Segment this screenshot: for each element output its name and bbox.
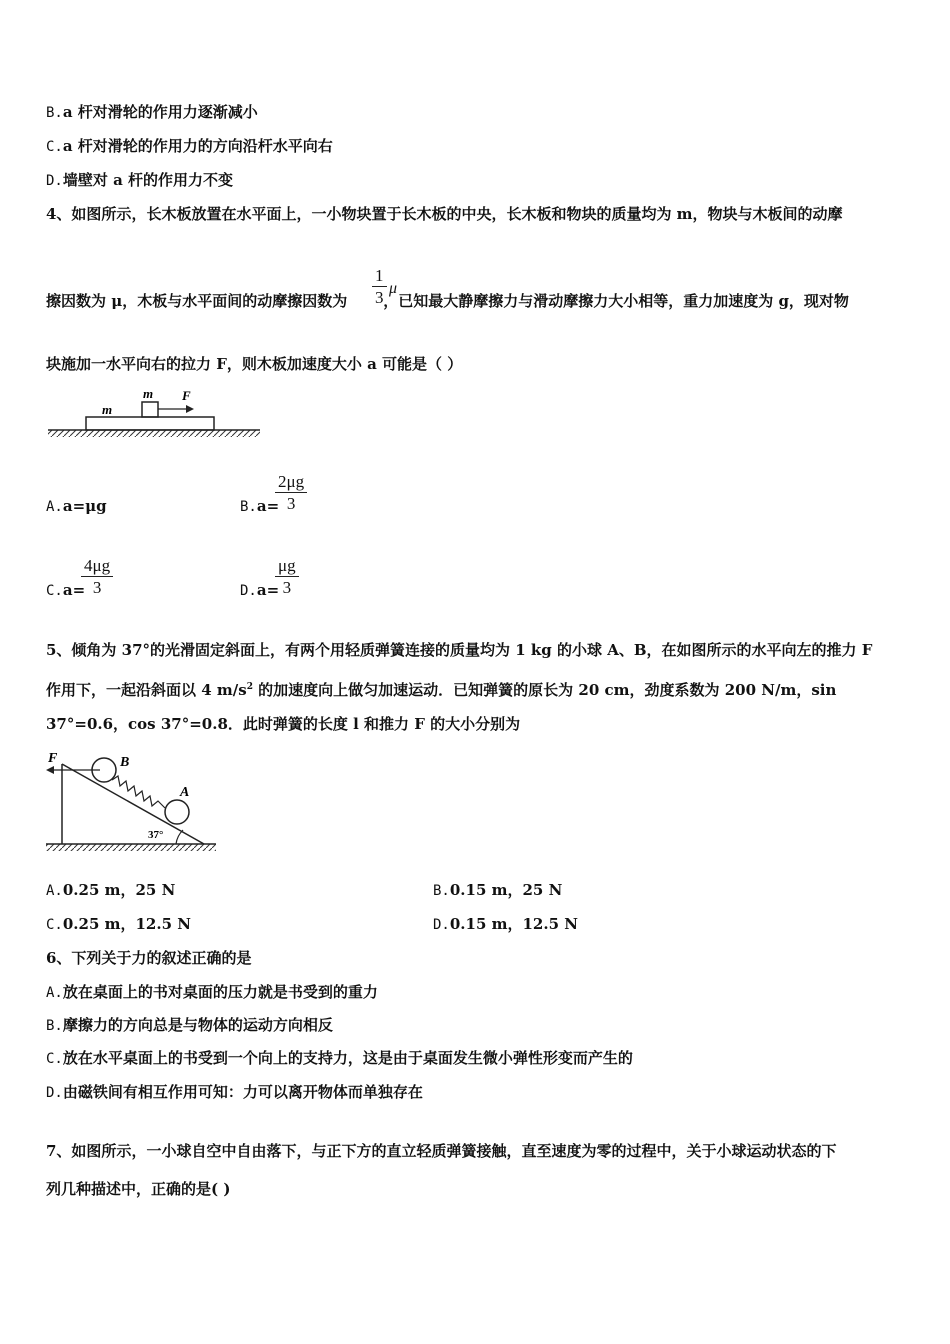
q5-stem-line-1: 5、倾角为 37°的光滑固定斜面上，有两个用轻质弹簧连接的质量均为 1 kg 的小球 A、B，在如图所示的水平向左的推力 F bbox=[46, 641, 873, 659]
fraction-denominator: 3 bbox=[282, 578, 292, 597]
q4-board-block-figure bbox=[46, 382, 266, 442]
q5-stem-line-2 bbox=[46, 677, 836, 700]
q4-mu-symbol: μ bbox=[389, 280, 398, 297]
option-letter: A. bbox=[46, 985, 63, 1001]
option-letter: D. bbox=[46, 1085, 63, 1101]
option-text: 放在桌面上的书对桌面的压力就是书受到的重力 bbox=[62, 983, 378, 1001]
force-label: F bbox=[48, 751, 58, 766]
option-text: 0.25 m，12.5 N bbox=[62, 915, 191, 933]
option-letter: B. bbox=[46, 105, 63, 121]
q5-option-b bbox=[433, 880, 562, 901]
spring bbox=[112, 776, 165, 808]
ground-hatching bbox=[46, 844, 216, 851]
option-text: 0.15 m，12.5 N bbox=[449, 915, 578, 933]
option-text: 放在水平桌面上的书受到一个向上的支持力，这是由于桌面发生微小弹性形变而产生的 bbox=[62, 1049, 633, 1067]
option-letter: B. bbox=[46, 1018, 63, 1034]
ball-a bbox=[165, 800, 189, 824]
board-mass-label: m bbox=[102, 402, 113, 417]
fraction-numerator: 2μg bbox=[275, 472, 307, 493]
force-label: F bbox=[182, 388, 191, 403]
q4-fraction-one-third bbox=[372, 266, 387, 309]
ball-b-label: B bbox=[120, 755, 130, 770]
q6-option-d bbox=[46, 1082, 423, 1103]
ground-hatching bbox=[48, 430, 260, 437]
option-letter: B. bbox=[240, 499, 257, 515]
option-text: 0.15 m，25 N bbox=[449, 881, 563, 899]
option-text: a= bbox=[62, 581, 86, 599]
option-text: a= bbox=[256, 581, 280, 599]
q7-stem-line-2: 列几种描述中，正确的是( ) bbox=[46, 1180, 231, 1198]
option-letter: C. bbox=[46, 583, 63, 599]
q4-stem-line-2 bbox=[46, 291, 849, 311]
q3-option-d bbox=[46, 170, 233, 191]
q5-option-a bbox=[46, 880, 175, 901]
fraction-numerator: 1 bbox=[372, 266, 387, 287]
fraction-numerator: μg bbox=[275, 556, 299, 577]
q4-stem-text-b: ，已知最大静摩擦力与滑动摩擦力大小相等，重力加速度为 g，现对物 bbox=[383, 292, 849, 310]
q6-option-c bbox=[46, 1048, 633, 1069]
q4-option-d bbox=[240, 580, 279, 601]
q5-incline-figure bbox=[44, 746, 224, 856]
q3-option-c bbox=[46, 136, 333, 157]
option-letter: D. bbox=[433, 917, 450, 933]
q5-stem-text-b: 的加速度向上做匀加速运动．已知弹簧的原长为 20 cm，劲度系数为 200 N/m，sin bbox=[252, 681, 837, 699]
q4-option-a bbox=[46, 496, 107, 517]
q4-stem-text-a: 擦因数为 μ，木板与水平面间的动摩擦因数为 bbox=[46, 292, 348, 310]
q6-option-b bbox=[46, 1015, 333, 1036]
q6-option-a bbox=[46, 982, 378, 1003]
option-letter: A. bbox=[46, 499, 63, 515]
q4-option-c bbox=[46, 580, 85, 601]
q5-stem-text-a: 作用下，一起沿斜面以 4 m/s bbox=[46, 681, 247, 699]
option-letter: C. bbox=[46, 1051, 63, 1067]
q4-option-b bbox=[240, 496, 279, 517]
q5-stem-line-3: 37°=0.6，cos 37°=0.8．此时弹簧的长度 l 和推力 F 的大小分别为 bbox=[46, 715, 521, 733]
ball-a-label: A bbox=[180, 785, 190, 800]
option-letter: D. bbox=[46, 173, 63, 189]
option-text: 墙壁对 a 杆的作用力不变 bbox=[62, 171, 234, 189]
fraction-denominator: 3 bbox=[92, 578, 102, 597]
q7-stem-line-1: 7、如图所示，一小球自空中自由落下，与正下方的直立轻质弹簧接触，直至速度为零的过程中，关于小球运动状态的下 bbox=[46, 1142, 837, 1160]
long-board bbox=[86, 417, 214, 430]
q4-stem-line-3: 块施加一水平向右的拉力 F，则木板加速度大小 a 可能是（ ） bbox=[46, 355, 463, 373]
option-text: 0.25 m，25 N bbox=[62, 881, 176, 899]
q5-exponent: 2 bbox=[246, 682, 253, 692]
option-text: a=μg bbox=[62, 497, 107, 515]
fraction-numerator: 4μg bbox=[81, 556, 113, 577]
option-letter: B. bbox=[433, 883, 450, 899]
option-letter: C. bbox=[46, 139, 63, 155]
q4-option-d-fraction bbox=[275, 556, 299, 599]
option-text: a 杆对滑轮的作用力的方向沿杆水平向右 bbox=[62, 137, 333, 155]
q5-option-c bbox=[46, 914, 191, 935]
option-letter: D. bbox=[240, 583, 257, 599]
q4-option-b-fraction bbox=[275, 472, 307, 515]
angle-label: 37° bbox=[148, 829, 164, 841]
option-text: a 杆对滑轮的作用力逐渐减小 bbox=[62, 103, 258, 121]
q4-stem-line-1: 4、如图所示，长木板放置在水平面上，一小物块置于长木板的中央，长木板和物块的质量均为 m，物块与木板间的动摩 bbox=[46, 205, 843, 223]
small-block bbox=[142, 402, 158, 417]
q4-option-c-fraction bbox=[81, 556, 113, 599]
fraction-denominator: 3 bbox=[286, 494, 296, 513]
fraction-denominator: 3 bbox=[375, 288, 384, 307]
option-letter: A. bbox=[46, 883, 63, 899]
option-text: 由磁铁间有相互作用可知：力可以离开物体而单独存在 bbox=[62, 1083, 423, 1101]
option-text: 摩擦力的方向总是与物体的运动方向相反 bbox=[62, 1016, 333, 1034]
q3-option-b bbox=[46, 102, 258, 123]
force-arrow-head bbox=[186, 405, 194, 413]
push-force-arrow-head bbox=[46, 766, 54, 774]
block-mass-label: m bbox=[143, 386, 154, 401]
option-text: a= bbox=[256, 497, 280, 515]
option-letter: C. bbox=[46, 917, 63, 933]
q6-stem: 6、下列关于力的叙述正确的是 bbox=[46, 949, 252, 967]
q5-option-d bbox=[433, 914, 578, 935]
